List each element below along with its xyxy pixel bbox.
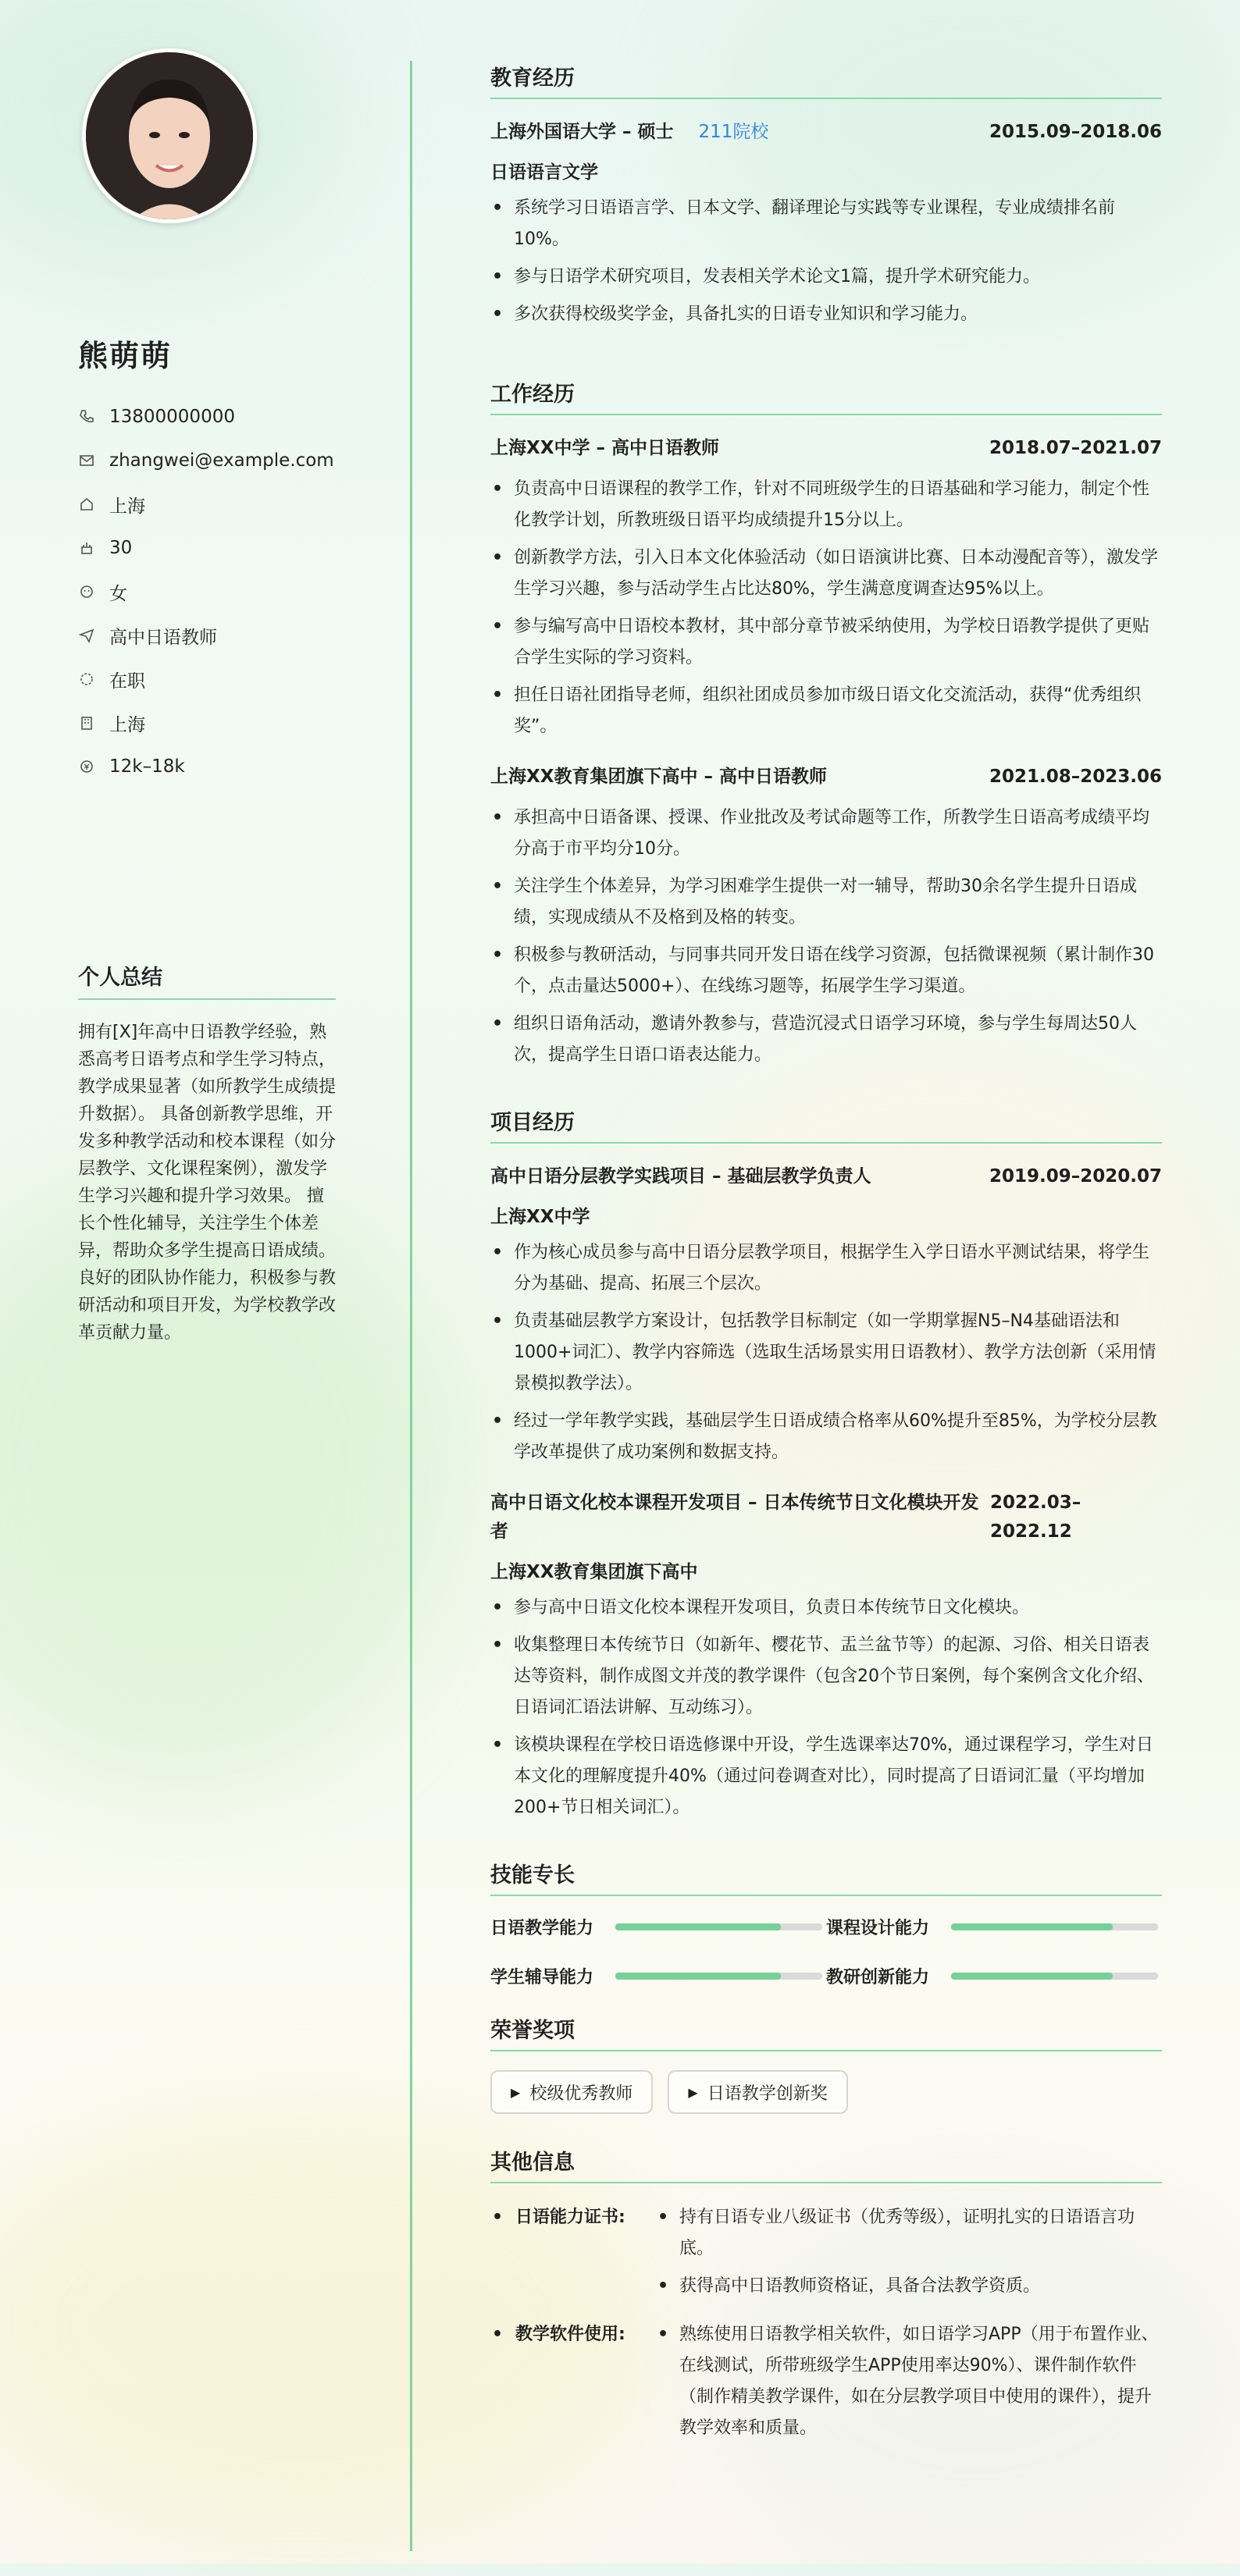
list-item: • 参与日语学术研究项目，发表相关学术论文1篇，提升学术研究能力。 (490, 262, 1162, 293)
award-badge: ▶ 日语教学创新奖 (668, 2070, 847, 2114)
job-entry (490, 434, 1162, 742)
list-item: • 参与编写高中日语校本教材，其中部分章节被采纳使用，为学校日语教学提供了更贴合学生实际的学习资料。 (490, 611, 1162, 674)
list-item: • 创新教学方法，引入日本文化体验活动（如日语演讲比赛、日本动漫配音等），激发学生学习兴趣，参与活动学生占比达80%，学生满意度调查达95%以上。 (490, 543, 1162, 605)
project-org: 上海XX教育集团旗下高中 (490, 1562, 698, 1582)
main-content (490, 61, 1162, 2485)
info-location: 上海 (78, 482, 334, 526)
info-position: 高中日语教师 (78, 614, 334, 657)
info-gender: 女 (78, 570, 334, 614)
project-org: 上海XX中学 (490, 1207, 590, 1227)
job-head: 上海XX中学 – 高中日语教师 2018.07–2021.07 (490, 434, 1162, 463)
home-icon (78, 496, 95, 513)
other-key: • 日语能力证书: (490, 2202, 656, 2308)
skill-item: 日语教学能力 (490, 1915, 826, 1939)
project-bullets (490, 1237, 1162, 1468)
job-bullets (490, 802, 1162, 1071)
projects-title: 项目经历 (490, 1105, 1162, 1144)
info-phone: 13800000000 (78, 395, 334, 439)
list-item: • 负责基础层教学方案设计，包括教学目标制定（如一学期掌握N5–N4基础语法和1000+词汇）、教学内容筛选（选取生活场景实用日语教材）、教学方法创新（采用情景模拟教学法）。 (490, 1306, 1162, 1400)
other-item (490, 2319, 1162, 2450)
send-icon (78, 627, 95, 644)
job-bullets (490, 474, 1162, 742)
info-city: 上海 (78, 701, 334, 745)
info-age: 30 (78, 526, 334, 570)
job-head: 上海XX教育集团旗下高中 – 高中日语教师 2021.08–2023.06 (490, 763, 1162, 792)
honors-title: 荣誉奖项 (490, 2013, 1162, 2051)
skills-section (490, 1858, 1162, 1988)
skill-fill (615, 1973, 781, 1980)
project-head: 高中日语文化校本课程开发项目 – 日本传统节日文化模块开发者 2022.03–2022.12 (490, 1489, 1162, 1546)
list-item: • 该模块课程在学校日语选修课中开设，学生选课率达70%，通过课程学习，学生对日本文化的理解度提升40%（通过问卷调查对比），同时提高了日语词汇量（平均增加200+节日相关词汇）。 (490, 1730, 1162, 1823)
skill-bar (615, 1923, 822, 1930)
skill-fill (951, 1923, 1113, 1930)
education-section (490, 61, 1162, 330)
list-item: • 系统学习日语语言学、日本文学、翻译理论与实践等专业课程，专业成绩排名前10%。 (490, 193, 1162, 255)
list-item: • 作为核心成员参与高中日语分层教学项目，根据学生入学日语水平测试结果，将学生分为基础、提高、拓展三个层次。 (490, 1237, 1162, 1300)
sidebar (0, 0, 410, 2564)
project-bullets (490, 1592, 1162, 1823)
list-item: • 收集整理日本传统节日（如新年、樱花节、盂兰盆节等）的起源、习俗、相关日语表达等资料，制作成图文并茂的教学课件（包含20个节日案例，每个案例含文化介绍、日语词汇语法讲解、互动练习）。 (490, 1630, 1162, 1724)
list-item: • 承担高中日语备课、授课、作业批改及考试命题等工作，所教学生日语高考成绩平均分高于市平均分10分。 (490, 802, 1162, 865)
other-key: • 教学软件使用: (490, 2319, 656, 2450)
award-badge: ▶ 校级优秀教师 (490, 2070, 653, 2114)
play-icon: ▶ (511, 2084, 521, 2100)
project-entry (490, 1162, 1162, 1468)
list-item: • 持有日语专业八级证书（优秀等级），证明扎实的日语语言功底。 (656, 2202, 1162, 2265)
list-item: • 组织日语角活动，邀请外教参与，营造沉浸式日语学习环境，参与学生每周达50人次，提高学生日语口语表达能力。 (490, 1009, 1162, 1071)
skill-item: 学生辅导能力 (490, 1964, 826, 1988)
job-date: 2021.08–2023.06 (989, 767, 1162, 787)
other-section (490, 2145, 1162, 2450)
education-head (490, 118, 1162, 147)
education-major: 日语语言文学 (490, 162, 598, 183)
education-bullets (490, 193, 1162, 330)
project-entry (490, 1489, 1162, 1823)
play-icon: ▶ (688, 2084, 698, 2100)
list-item: • 经过一学年教学实践，基础层学生日语成绩合格率从60%提升至85%，为学校分层教学改革提供了成功案例和数据支持。 (490, 1406, 1162, 1468)
skill-fill (951, 1973, 1113, 1980)
vertical-divider (410, 61, 412, 2551)
list-item: • 参与高中日语文化校本课程开发项目，负责日本传统节日文化模块。 (490, 1592, 1162, 1624)
skill-bar (951, 1923, 1158, 1930)
summary-title: 个人总结 (78, 960, 336, 1000)
work-section (490, 377, 1162, 1071)
skills-title: 技能专长 (490, 1858, 1162, 1896)
skill-bar (615, 1973, 822, 1980)
list-item: • 关注学生个体差异，为学习困难学生提供一对一辅导，帮助30余名学生提升日语成绩，实现成绩从不及格到及格的转变。 (490, 871, 1162, 934)
info-email: zhangwei@example.com (78, 439, 334, 482)
list-item: • 负责高中日语课程的教学工作，针对不同班级学生的日语基础和学习能力，制定个性化教学计划，所教班级日语平均成绩提升15分以上。 (490, 474, 1162, 536)
info-status: 在职 (78, 657, 334, 701)
list-item: • 担任日语社团指导老师，组织社团成员参加市级日语文化交流活动，获得“优秀组织奖”。 (490, 680, 1162, 742)
salary-icon (78, 758, 95, 775)
building-icon (78, 714, 95, 731)
phone-icon (78, 408, 95, 425)
list-item: • 积极参与教研活动，与同事共同开发日语在线学习资源，包括微课视频（累计制作30个，点击量达5000+）、在线练习题等，拓展学生学习渠道。 (490, 940, 1162, 1002)
person-name: 熊萌萌 (78, 339, 173, 373)
other-item (490, 2202, 1162, 2308)
job-date: 2018.07–2021.07 (989, 438, 1162, 458)
status-icon (78, 671, 95, 688)
work-title: 工作经历 (490, 377, 1162, 415)
info-salary: 12k–18k (78, 745, 334, 788)
contact-info-list (78, 395, 334, 788)
list-item: • 获得高中日语教师资格证，具备合法教学资质。 (656, 2271, 1162, 2302)
project-date: 2019.09–2020.07 (989, 1166, 1162, 1187)
summary-text: 拥有[X]年高中日语教学经验，熟悉高考日语考点和学生学习特点，教学成果显著（如所教学生成绩提升数据）。 具备创新教学思维，开发多种教学活动和校本课程（如分层教学、文化课程案例），激发学生学习兴趣和提升学习效果。 擅长个性化辅导，关注学生个体差异，帮助众多学生提高日语成绩。 良好的团队协作能力，积极参与教研活动和项目开发，为学校教学改革贡献力量。 (78, 1023, 337, 1343)
mail-icon (78, 452, 95, 469)
project-date: 2022.03–2022.12 (990, 1493, 1081, 1542)
list-item: • 熟练使用日语教学相关软件，如日语学习APP（用于布置作业、在线测试，所带班级学生APP使用率达90%）、课件制作软件（制作精美教学课件，如在分层教学项目中使用的课件），提升教学效率和质量。 (656, 2319, 1162, 2444)
honors-section (490, 2013, 1162, 2114)
list-item: • 多次获得校级奖学金，具备扎实的日语专业知识和学习能力。 (490, 299, 1162, 330)
job-entry (490, 763, 1162, 1071)
projects-section (490, 1105, 1162, 1823)
skill-item: 课程设计能力 (826, 1915, 1162, 1939)
skill-bar (951, 1973, 1158, 1980)
avatar (82, 48, 257, 223)
education-date: 2015.09–2018.06 (989, 122, 1162, 142)
education-title: 教育经历 (490, 61, 1162, 99)
skill-item: 教研创新能力 (826, 1964, 1162, 1988)
other-title: 其他信息 (490, 2145, 1162, 2183)
gender-icon (78, 583, 95, 600)
project-head: 高中日语分层教学实践项目 – 基础层教学负责人 2019.09–2020.07 (490, 1162, 1162, 1191)
school-tag: 211院校 (698, 122, 769, 142)
skill-fill (615, 1923, 781, 1930)
school-name: 上海外国语大学 – 硕士 (490, 122, 674, 142)
age-icon (78, 539, 95, 557)
